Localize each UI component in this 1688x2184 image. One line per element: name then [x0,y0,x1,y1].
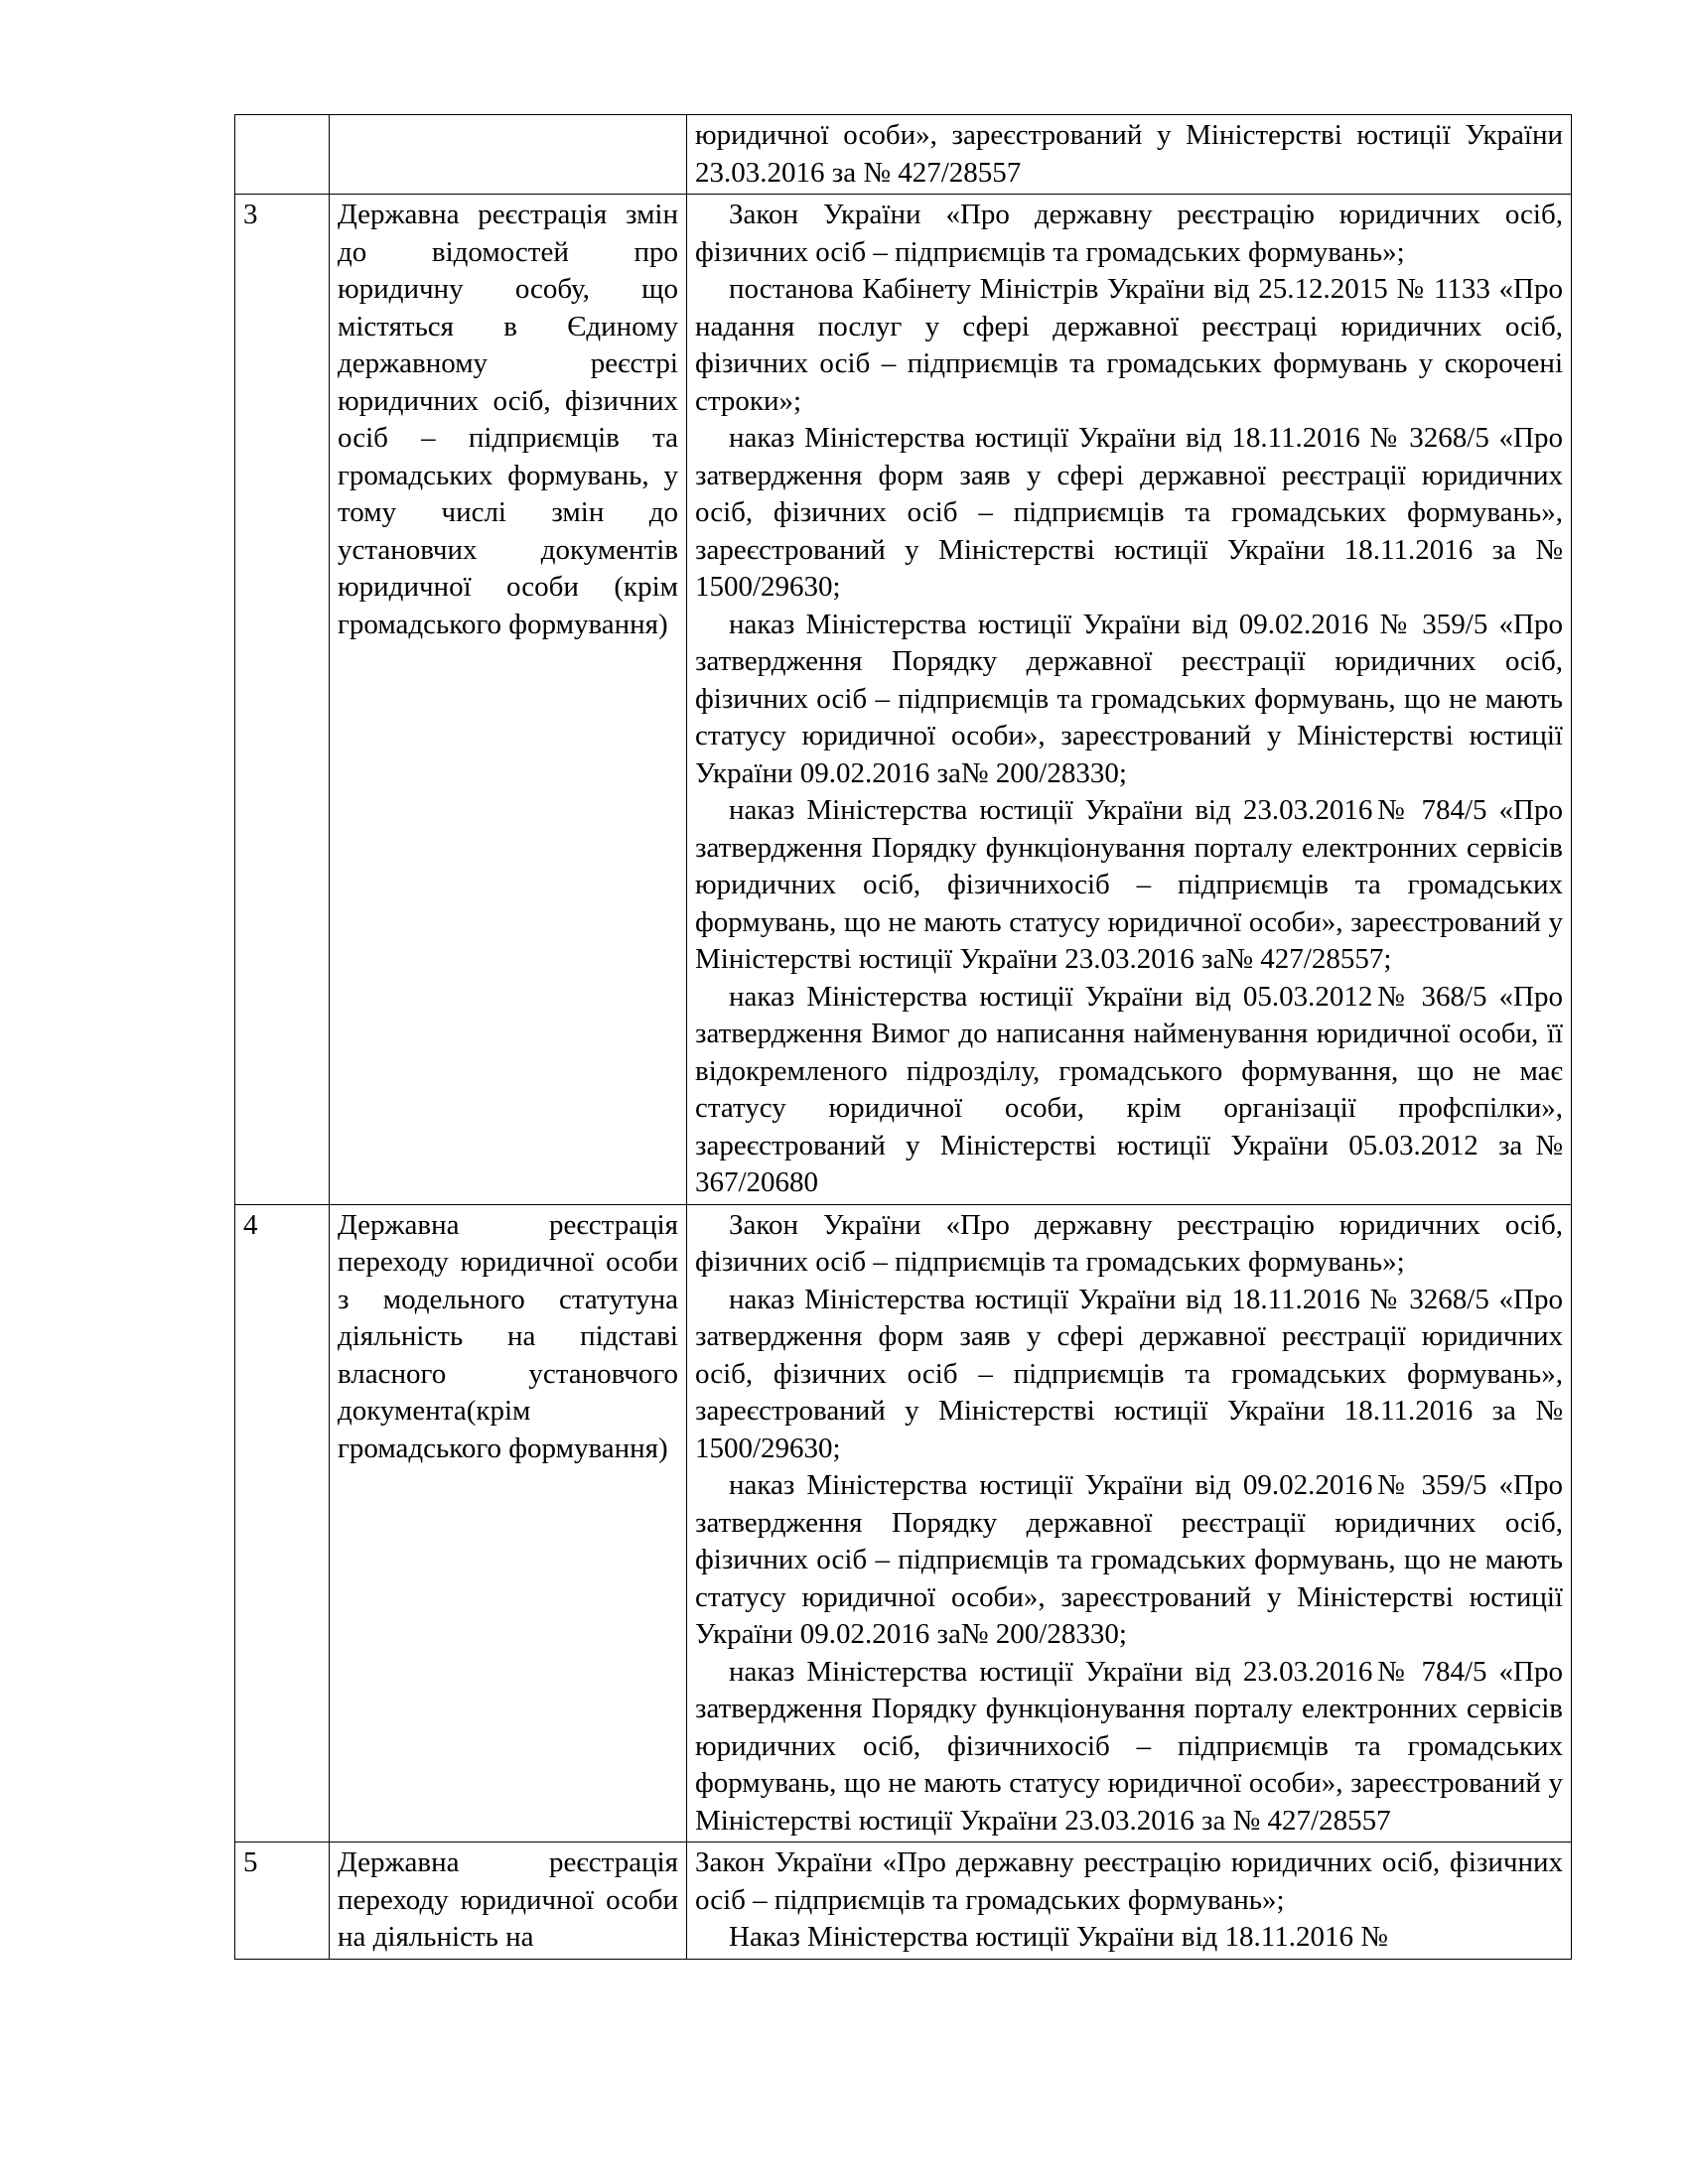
table-row [235,1204,1572,1843]
legal-act-paragraph: Закон України «Про державну реєстрацію юридичних осіб, фізичних осіб – підприємців та громадських формувань»; [695,199,1563,268]
legal-act-paragraph: наказ Міністерства юстиції України від 18.11.2016 № 3268/5 «Про затвердження форм заяв у сфері державної реєстрації юридичних осіб, фізичних осіб – підприємців та громадських формувань», зареєстрований у Міністерстві юстиції України 18.11.2016 за № 1500/29630; [695,1283,1563,1464]
legal-acts-cell [687,1204,1572,1843]
legal-act-paragraph: юридичної особи», зареєстрований у Міністерстві юстиції України 23.03.2016 за № 427/28557 [695,119,1563,189]
table-row [235,195,1572,1205]
legal-act-paragraph: Закон України «Про державну реєстрацію юридичних осіб, фізичних осіб – підприємців та громадських формувань»; [695,1208,1563,1278]
row-number: 4 [235,1204,330,1843]
row-number [235,115,330,195]
legal-act-paragraph: постанова Кабінету Міністрів України від 25.12.2015 № 1133 «Про надання послуг у сфері державної реєстраці юридичних осіб, фізичних осіб – підприємців та громадських формувань у скорочені строки»; [695,273,1563,417]
legal-act-paragraph: наказ Міністерства юстиції України від 23.03.2016№ 784/5 «Про затвердження Порядку функціонування порталу електронних сервісів юридичних осіб, фізичнихосіб – підприємців та громадських формувань, що не мають статусу юридичної особи», зареєстрований у Міністерстві юстиції України 23.03.2016 за № 427/28557 [695,1655,1563,1837]
legal-acts-cell [687,115,1572,195]
service-name: Державна реєстрація переходу юридичної особи на діяльність на [330,1843,687,1960]
table-row [235,115,1572,195]
table-row [235,1843,1572,1960]
services-table [234,114,1572,1960]
legal-act-paragraph: наказ Міністерства юстиції України від 09.02.2016№ 359/5 «Про затвердження Порядку державної реєстрації юридичних осіб, фізичних осіб – підприємців та громадських формувань, що не мають статусу юридичної особи», зареєстрований у Міністерстві юстиції України 09.02.2016 за№ 200/28330; [695,1469,1563,1650]
table-body [235,115,1572,1960]
row-number: 5 [235,1843,330,1960]
row-number: 3 [235,195,330,1205]
legal-act-paragraph: Наказ Міністерства юстиції України від 18.11.2016 № [729,1921,1388,1953]
service-name: Державна реєстрація змін до відомостей про юридичну особу, що містяться в Єдиному державному реєстрі юридичних осіб, фізичних осіб – підприємців та громадських формувань, у тому числі змін до установчих документів юридичної особи (крім громадського формування) [330,195,687,1205]
legal-act-paragraph: наказ Міністерства юстиції України від 18.11.2016 № 3268/5 «Про затвердження форм заяв у сфері державної реєстрації юридичних осіб, фізичних осіб – підприємців та громадських формувань», зареєстрований у Міністерстві юстиції України 18.11.2016 за № 1500/29630; [695,422,1563,603]
legal-act-paragraph: наказ Міністерства юстиції України від 23.03.2016№ 784/5 «Про затвердження Порядку функціонування порталу електронних сервісів юридичних осіб, фізичнихосіб – підприємців та громадських формувань, що не мають статусу юридичної особи», зареєстрований у Міністерстві юстиції України 23.03.2016 за№ 427/28557; [695,794,1563,975]
legal-act-paragraph: Закон України «Про державну реєстрацію юридичних осіб, фізичних осіб – підприємців та громадських формувань»; [695,1846,1563,1916]
legal-act-paragraph: наказ Міністерства юстиції України від 05.03.2012№ 368/5 «Про затвердження Вимог до написання найменування юридичної особи, її відокремленого підрозділу, громадського формування, що не має статусу юридичної особи, крім організації профспілки», зареєстрований у Міністерстві юстиції України 05.03.2012 за№ 367/20680 [695,980,1563,1198]
legal-act-paragraph: наказ Міністерства юстиції України від 09.02.2016 № 359/5 «Про затвердження Порядку державної реєстрації юридичних осіб, фізичних осіб – підприємців та громадських формувань, що не мають статусу юридичної особи», зареєстрований у Міністерстві юстиції України 09.02.2016 за№ 200/28330; [695,608,1563,789]
legal-acts-cell [687,195,1572,1205]
legal-acts-cell [687,1843,1572,1960]
service-name [330,115,687,195]
service-name: Державна реєстрація переходу юридичної особи з модельного статутуна діяльність на підставі власного установчого документа(крім громадського формування) [330,1204,687,1843]
